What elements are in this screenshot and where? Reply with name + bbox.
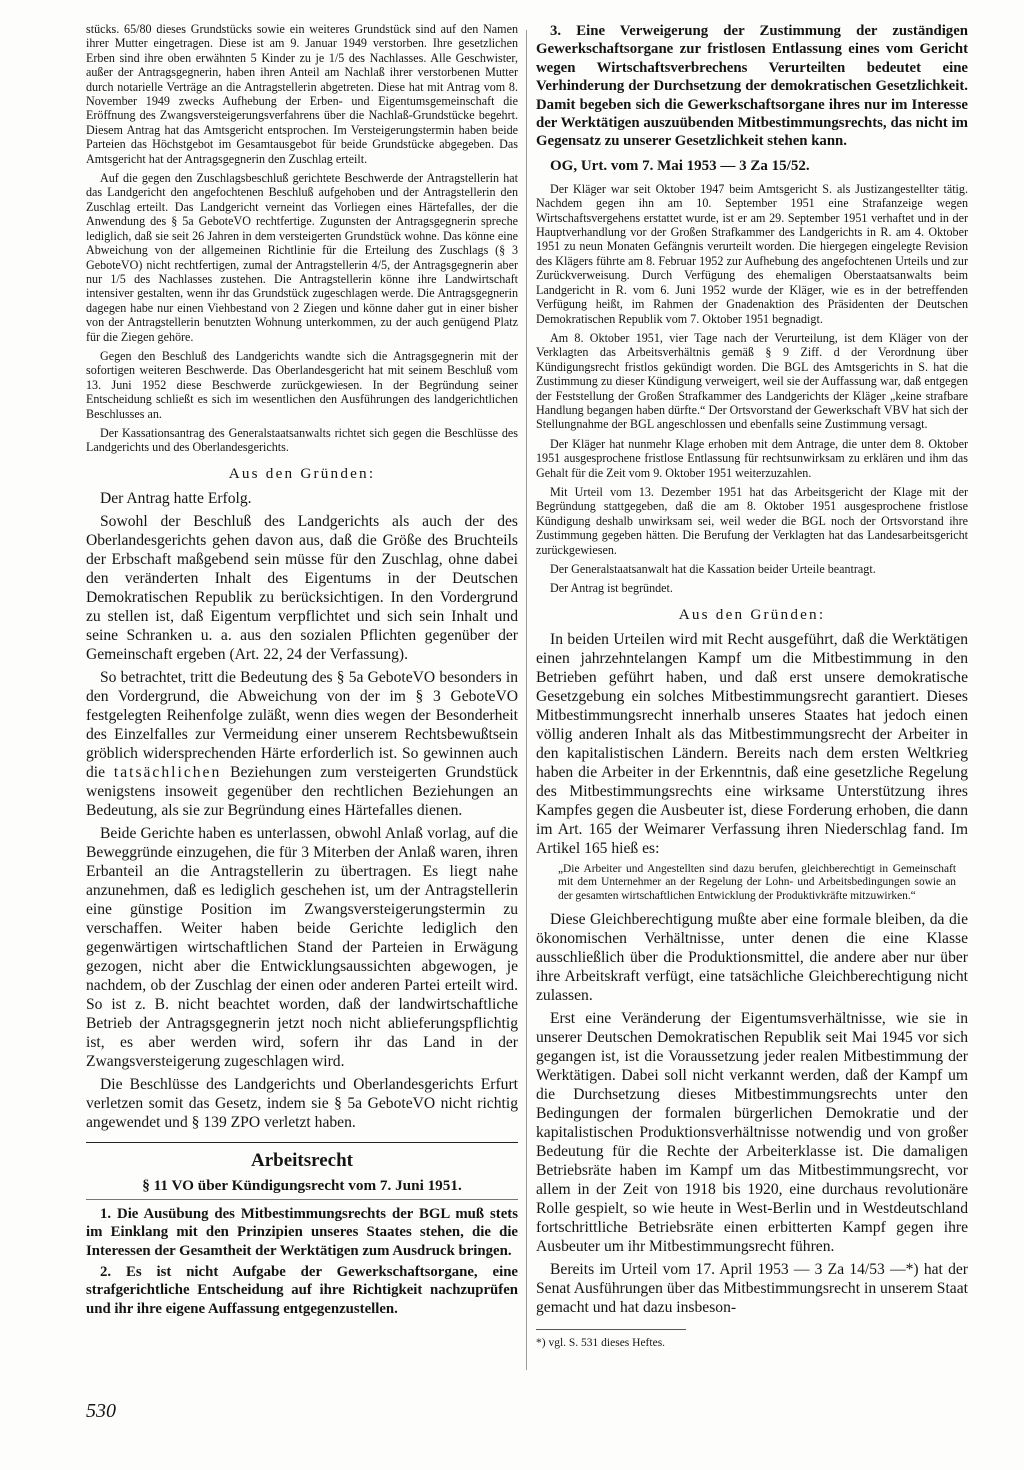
text-run: So betrachtet, tritt die Bedeutung des § 5a GeboteVO besonders in den Vordergrund, die Abweichung von der im § 3 GeboteVO festgelegten Reihenfolge zuläßt, wenn dies wegen der Besonderheit des Einzelfalles zur Vermeidung einer unserem Rechtsbewußtsein gröblich widersprechenden Härte erforderlich ist. So gewinnen auch die xyxy=(86,668,518,781)
section-heading: Aus den Gründen: xyxy=(228,464,376,482)
paragraph: Der Generalstaatsanwalt hat die Kassation beider Urteile beantragt. xyxy=(550,562,876,576)
paragraph: Am 8. Oktober 1951, vier Tage nach der Verurteilung, ist dem Kläger von der Verklagten das Arbeitsverhältnis gemäß § 9 Ziff. d der Verordnung über Kündigungsrecht fristlos gekündigt worden. Die BGL des Amtsgerichts in S. hat die Zustimmung zu dieser Kündigung verweigert, weil sie der Auffassung war, daß entgegen der Feststellung der Großen Strafkammer des Landgerichts der Kläger „keine strafbare Handlung begangen haben dürfte.“ Der Ortsvorstand der Gewerkschaft VBV hat sich der Stellungnahme der BGL angeschlossen und ebenfalls seine Zustimmung versagt. xyxy=(536,330,968,432)
text-run: Beziehungen zum versteigerten Grundstück wenigstens insoweit gegenüber den rechtlichen Beziehungen an Bedeutung, als sie zur Begründung eines Härtefalles dienen. xyxy=(86,763,518,819)
law-title: § 11 VO über Kündigungsrecht vom 7. Juni 1951. xyxy=(86,1176,518,1200)
headnote: 2. Es ist nicht Aufgabe der Gewerkschaftsorgane, eine strafgerichtliche Entscheidung auf ihre Richtigkeit nachzuprüfen und ihr ihre eigene Auffassung entgegenzustellen. xyxy=(86,1264,518,1317)
footnote: *) vgl. S. 531 dieses Heftes. xyxy=(536,1329,686,1350)
section-heading: Aus den Gründen: xyxy=(678,605,826,623)
paragraph: In beiden Urteilen wird mit Recht ausgeführt, daß die Werktätigen einen jahrzehntelangen Kampf um die Mitbestimmung in den Betrieben geführt haben, und daß erst unsere demokratische Gesetzgebung ein solches Mitbestimmungsrecht garantiert. Dieses Mitbestimmungsrecht innerhalb unseres Staates hat jedoch einen völlig anderen Inhalt als das Mitbestimmungsrecht der Arbeiter in den kapitalistischen Ländern. Bereits nach dem ersten Weltkrieg haben die Arbeiter in der Erkenntnis, daß eine gesetzliche Regelung des Mitbestimmungsrechts eine wirksame Unterstützung ihres Kampfes gegen die Ausbeuter ist, diese Forderung erhoben, die dann im Art. 165 der Weimarer Verfassung ihren Niederschlag fand. Im Artikel 165 hieß es: xyxy=(536,630,968,857)
paragraph: Die Beschlüsse des Landgerichts und Oberlandesgerichts Erfurt verletzen somit das Gesetz, indem sie § 5a GeboteVO nicht richtig angewendet und § 139 ZPO verletzt haben. xyxy=(86,1075,518,1131)
paragraph: Der Antrag hatte Erfolg. xyxy=(100,489,252,507)
paragraph: Beide Gerichte haben es unterlassen, obwohl Anlaß vorlag, auf die Beweggründe einzugehen, die für 3 Miterben der Anlaß waren, ihren Erbanteil an die Antragstellerin zu übertragen. Es liegt nahe anzunehmen, daß es lediglich geschehen ist, um der Antragstellerin eine günstige Position im Zwangsversteigerungstermin zu verschaffen. Weiter haben beide Gerichte lediglich den gegenwärtigen wirtschaftlichen Stand der Parteien in Erwägung gezogen, nicht aber die Entwicklungsaussichten abgewogen, je nachdem, ob der Zuschlag der einen oder anderen Partei erteilt wird. So ist z. B. nicht beachtet worden, daß der landwirtschaftliche Betrieb der Antragsgegnerin jetzt noch nicht ablieferungspflichtig ist, es aber werden wird, sofern ihr das Land in der Zwangsversteigerung zugeschlagen wird. xyxy=(86,824,518,1070)
paragraph: Der Kläger hat nunmehr Klage erhoben mit dem Antrage, die unter dem 8. Oktober 1951 ausgesprochene fristlose Entlassung für rechtsunwirksam zu erklären und ihm das Gehalt für die Zeit vom 9. Oktober 1951 weiterzuzahlen. xyxy=(536,436,968,480)
paragraph: Der Antrag ist begründet. xyxy=(550,581,673,596)
paragraph: Bereits im Urteil vom 17. April 1953 — 3 Za 14/53 —*) hat der Senat Ausführungen über das Mitbestimmungsrecht in unserem Staat gemacht und hat dazu insbeson- xyxy=(536,1260,968,1316)
right-column xyxy=(536,22,968,1350)
paragraph: Auf die gegen den Zuschlagsbeschluß gerichtete Beschwerde der Antragstellerin hat das Landgericht den angefochtenen Beschluß aufgehoben und der Antragstellerin den Zuschlag erteilt. Das Landgericht verneint das Vorliegen eines Härtefalles, der die Anwendung des § 5a GeboteVO rechtfertige. Zugunsten der Antragsgegnerin spreche lediglich, daß sie seit 26 Jahren in dem versteigerten Grundstück wohne. Das könne eine Abweichung von der allgemeinen Richtlinie für die Erteilung des Zuschlags (§ 3 GeboteVO) nicht rechtfertigen, zumal der Antragstellerin 4/5, der Antragsgegnerin aber nur 1/5 des Nachlasses zustehen. Die Antragstellerin könne ihre Landwirtschaft intensiver gestalten, wenn ihr das Grundstück zugeschlagen werde. Die Antragsgegnerin dagegen habe nur einen Viehbestand von 2 Ziegen und könne daher gut in einer bisher von der Antragstellerin benutzten Wohnung unterkommen, zu der auch genügend Platz für die Ziegen gehöre. xyxy=(86,171,518,344)
headnote: 1. Die Ausübung des Mitbestimmungsrechts der BGL muß stets im Einklang mit den Prinzipien unseres Staates stehen, die die Interessen der Gesamtheit der Werktätigen zum Ausdruck bringen. xyxy=(86,1205,518,1259)
paragraph: Erst eine Veränderung der Eigentumsverhältnisse, wie sie in unserer Deutschen Demokratischen Republik seit Mai 1945 vor sich gegangen ist, ist die Voraussetzung jeder realen Mitbestimmung der Werktätigen. Dabei soll nicht verkannt werden, daß der Kampf um die Durchsetzung dieses Mitbestimmungsrechts unter den Bedingungen der formalen bürgerlichen Demokratie und der kapitalistischen Produktionsverhältnisse notwendig und von großer Bedeutung für die Rechte der Arbeiterklasse ist. Die damaligen Betriebsräte haben im Kampf um das Mitbestimmungsrecht, vor allem in der Zeit von 1918 bis 1920, eine durchaus revolutionäre Rolle gespielt, so wie heute in West-Berlin und in Westdeutschland fortschrittliche Betriebsräte einen erbitterten Kampf gegen ihre Ausbeuter um ihr Mitbestimmungsrecht führen. xyxy=(536,1009,968,1255)
paragraph: Der Kassationsantrag des Generalstaatsanwalts richtet sich gegen die Beschlüsse des Landgerichts und des Oberlandesgerichts. xyxy=(86,425,518,455)
block-quote: „Die Arbeiter und Angestellten sind dazu berufen, gleichberechtigt in Gemeinschaft mit dem Unternehmer an der Regelung der Lohn- und Arbeitsbedingungen sowie an der gesamten wirtschaftlichen Entwicklung der Produktivkräfte mitzuwirken.“ xyxy=(558,862,956,902)
paragraph: Sowohl der Beschluß des Landgerichts als auch der des Oberlandesgerichts gehen davon aus, daß die Größe des Bruchteils der Erbschaft maßgebend sein müsse für den Zuschlag, ohne dabei den veränderten Inhalt des Eigentums in der Deutschen Demokratischen Republik zu berücksichtigen. In den Vordergrund zu stellen ist, daß Eigentum verpflichtet und sich sein Inhalt und seine Schranken u. a. aus den sozialen Pflichten gegenüber der Gemeinschaft ergeben (Art. 22, 24 der Verfassung). xyxy=(86,512,518,663)
paragraph: Mit Urteil vom 13. Dezember 1951 hat das Arbeitsgericht der Klage mit der Begründung stattgegeben, daß die am 8. Oktober 1951 ausgesprochene fristlose Kündigung deshalb unwirksam sei, weil weder die BGL noch der Ortsvorstand ihre Zustimmung gegeben hätten. Die Berufung der Verklagten hat das Landesarbeitsgericht zurückgewiesen. xyxy=(536,484,968,557)
paragraph: Der Kläger war seit Oktober 1947 beim Amtsgericht S. als Justizangestellter tätig. Nachdem gegen ihn am 10. September 1951 eine Strafanzeige wegen Wirtschaftsvergehens erstattet wurde, ist er am 29. September 1951 verhaftet und in der Hauptverhandlung vor der Großen Strafkammer des Landgerichts in R. am 4. Oktober 1951 zu neun Monaten Gefängnis verurteilt worden. Die hiergegen eingelegte Revision des Klägers führte am 8. Februar 1952 zur Aufhebung des angefochtenen Urteils und zur Zurückverweisung. Durch Verfügung des ehemaligen Oberstaatsanwalts beim Landgericht in R. vom 6. Juni 1952 wurde der Kläger, wie es in der betreffenden Verfügung heißt, im Rahmen der Gnadenaktion des Präsidenten der Deutschen Demokratischen Republik vom 7. Oktober 1951 begnadigt. xyxy=(536,181,968,326)
paragraph: Gegen den Beschluß des Landgerichts wandte sich die Antragsgegnerin mit der sofortigen weiteren Beschwerde. Das Oberlandesgericht hat mit seinem Beschluß vom 13. Juni 1952 diese Beschwerde zurückgewiesen. In der Begründung seiner Entscheidung schließt es sich im wesentlichen den Ausführungen des landgerichtlichen Beschlusses an. xyxy=(86,348,518,421)
headnote: 3. Eine Verweigerung der Zustimmung der zuständigen Gewerkschaftsorgane zur fristlosen Entlassung eines vom Gericht wegen Wirtschaftsverbrechens Verurteilten bedeutet eine Verhinderung der Durchsetzung der demokratischen Gesetzlichkeit. Damit begeben sich die Gewerkschaftsorgane ihres nur im Interesse der Werktätigen auszuübenden Mitbestimmungsrechts, das nicht im Gegensatz zu unserer Gesetzlichkeit stehen kann. xyxy=(536,23,968,150)
paragraph: Diese Gleichberechtigung mußte aber eine formale bleiben, da die ökonomischen Verhältnisse, unter denen die eine Klasse ausschließlich über die Produktionsmittel, die andere aber nur über ihre Arbeitskraft verfügt, eine tatsächliche Gleichberechtigung nicht zulassen. xyxy=(536,910,968,1004)
page-number: 530 xyxy=(86,1400,116,1422)
section-title: Arbeitsrecht xyxy=(86,1142,518,1173)
left-column xyxy=(86,22,518,1318)
case-reference: OG, Urt. vom 7. Mai 1953 — 3 Za 15/52. xyxy=(550,157,810,174)
paragraph: stücks. 65/80 dieses Grundstücks sowie ein weiteres Grundstück sind auf den Namen ihrer Mutter eingetragen. Diese ist am 9. Januar 1949 verstorben. Ihre gesetzlichen Erben sind ihre oben erwähnten 5 Kinder zu je 1/5 des Nachlasses. Alle Geschwister, außer der Antragsgegnerin, haben ihren Anteil am Nachlaß ihrer verstorbenen Mutter durch notarielle Verträge an die Antragstellerin abgetreten. Diese hat mit Antrag vom 8. November 1949 zwecks Aufhebung der Erben- und Eigentumsgemeinschaft die Eröffnung des Zwangsversteigerungsverfahrens über die Nachlaß-Grundstücke begehrt. Diesem Antrag hat das Amtsgericht entsprochen. Im Versteigerungstermin haben beide Parteien das Höchstgebot im Gesamtausgebot für beide Grundstücke abgegeben. Das Amtsgericht hat der Antragsgegnerin den Zuschlag erteilt. xyxy=(86,22,518,166)
column-divider xyxy=(526,30,527,1370)
paragraph xyxy=(86,668,518,820)
emphasized-word: tatsächlichen xyxy=(113,763,222,781)
